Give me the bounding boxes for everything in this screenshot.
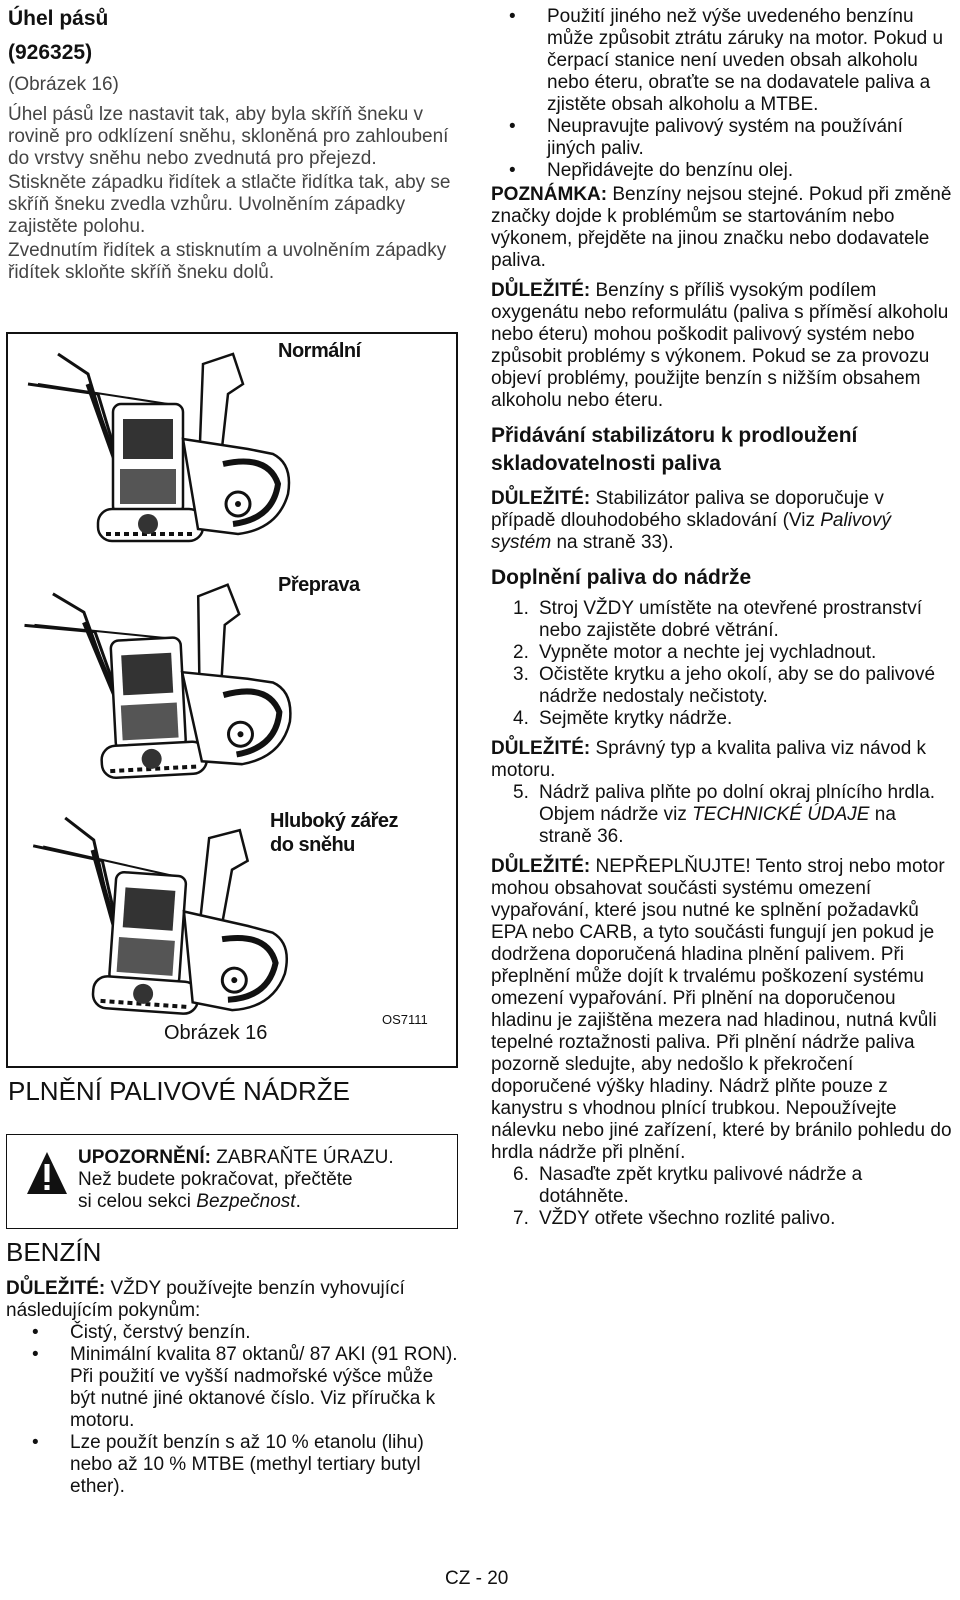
warning-line3: si celou sekci xyxy=(78,1191,197,1212)
figure-code: OS7111 xyxy=(382,1012,428,1027)
heading-fuel-tank: PLNĚNÍ PALIVOVÉ NÁDRŽE xyxy=(8,1076,350,1106)
list-item: • Použití jiného než výše uvedeného benzínu může způsobit ztrátu záruky na motor. Pokud u čerpací stanice není uveden obsah alkoholu nebo éteru, obraťte se na dodavatele paliva a zjistěte obsah alkoholu a MTBE. xyxy=(509,6,944,115)
important-label: DŮLEŽITÉ: xyxy=(491,488,591,509)
important-label: DŮLEŽITÉ: xyxy=(491,280,591,301)
page-number: CZ - 20 xyxy=(445,1568,509,1589)
list-item: • Nepřidávejte do benzínu olej. xyxy=(509,160,794,181)
important-label: DŮLEŽITÉ: xyxy=(6,1278,106,1299)
figure-16 xyxy=(6,332,458,1068)
snowblower-deep-illustration xyxy=(22,816,295,1021)
important-overfill: DŮLEŽITÉ: NEPŘEPLŇUJTE! Tento stroj nebo motor mohou obsahovat součásti systému omezení vypařování, které jsou nutné ke splnění požadavků EPA nebo CARB, a tyto součásti fungují jen pokud je dodržena doporučená hladina plnění palivem. Při přeplnění může dojít k trvalému poškození systému omezení vypařování. Při plnění na doporučenou hladinu je zajištěna mezera nad hladinou, nutná kvůli tepelné roztažnosti paliva. Při plnění nádrže paliva pozorně sledujte, aby nedošlo k překročení doporučené výšky hladiny. Nádrž plňte pouze z kanystru s vhodnou plnící trubkou. Nepoužívejte nálevku nebo jiné zařízení, které by bránilo pohledu do hrdla nádrže při plnění. xyxy=(491,856,952,1163)
section-title: Úhel pásů xyxy=(8,7,109,30)
fill-step-5 xyxy=(491,782,953,848)
fuel-warning-bullets xyxy=(479,6,953,182)
important-text: VŽDY používejte benzín vyhovující následujícím pokynům: xyxy=(6,1278,405,1321)
list-item: 7. VŽDY otřete všechno rozlité palivo. xyxy=(513,1208,836,1229)
warning-box xyxy=(6,1134,458,1229)
spec-ref: TECHNICKÉ ÚDAJE xyxy=(692,804,870,825)
warning-label: UPOZORNĚNÍ: xyxy=(78,1147,211,1168)
fill-steps-1 xyxy=(491,598,953,730)
list-item: • Lze použít benzín s až 10 % etanolu (lihu) nebo až 10 % MTBE (methyl tertiary butyl ether). xyxy=(32,1432,424,1497)
list-item: 6. Nasaďte zpět krytku palivové nádrže a dotáhněte. xyxy=(513,1164,863,1207)
label-deep-2: do sněhu xyxy=(270,834,355,856)
warning-line3-end: . xyxy=(295,1191,301,1212)
snowblower-transport-illustration xyxy=(23,582,293,782)
label-transport: Přeprava xyxy=(278,574,360,596)
figure-caption: Obrázek 16 xyxy=(164,1022,268,1044)
list-item: 1. Stroj VŽDY umístěte na otevřené prostranství nebo zajistěte dobré větrání. xyxy=(513,598,922,641)
warning-triangle-icon xyxy=(25,1150,69,1196)
warning-safety-ref: Bezpečnost xyxy=(196,1191,296,1212)
important-stabilizer: DŮLEŽITÉ: Stabilizátor paliva se doporučuje v případě dlouhodobého skladování (Viz Palivový systém na straně 33). xyxy=(491,488,891,553)
important-fuel-type: DŮLEŽITÉ: Správný typ a kvalita paliva viz návod k motoru. xyxy=(491,738,927,781)
fill-steps-2 xyxy=(491,1164,953,1230)
note-paragraph: POZNÁMKA: Benzíny nejsou stejné. Pokud při změně značky dojde k problémům se startováním nebo výkonem, přejděte na jinou značku nebo dodavatele paliva. xyxy=(491,184,952,271)
important-label: DŮLEŽITÉ: xyxy=(491,856,591,877)
list-item: 3. Očistěte krytku a jeho okolí, aby se do palivové nádrže nedostaly nečistoty. xyxy=(513,664,936,707)
warning-line1: ZABRAŇTE ÚRAZU. xyxy=(211,1147,394,1168)
paragraph-lower-housing: Zvednutím řidítek a stisknutím a uvolněním západky řidítek skloňte skříň šneku dolů. xyxy=(8,240,447,283)
label-normal: Normální xyxy=(278,340,361,362)
warning-line2: Než budete pokračovat, přečtěte xyxy=(78,1169,353,1190)
heading-stabilizer: Přidávání stabilizátoru k prodloužení skladovatelnosti paliva xyxy=(491,424,858,475)
important-label: DŮLEŽITÉ: xyxy=(491,738,591,759)
snowblower-illustrations xyxy=(8,334,456,1066)
paragraph-raise-housing: Stiskněte západku řidítek a stlačte řidítka tak, aby se skříň šneku zvedla vzhůru. Uvolněním západky zajistěte polohu. xyxy=(8,172,451,237)
left-column xyxy=(8,0,460,284)
heading-fill-tank: Doplnění paliva do nádrže xyxy=(491,566,752,589)
list-item: • Čistý, čerstvý benzín. xyxy=(32,1322,251,1343)
list-item: • Neupravujte palivový systém na používání jiných paliv. xyxy=(509,116,903,159)
warning-text xyxy=(78,1147,394,1213)
paragraph-track-angle: Úhel pásů lze nastavit tak, aby byla skříň šneku v rovině pro odklízení sněhu, skloněná pro zahloubení do vrstvy sněhu nebo zvednutá pro přejezd. xyxy=(8,104,449,169)
label-deep-1: Hluboký zářez xyxy=(270,810,398,832)
gasoline-bullet-list xyxy=(2,1322,458,1498)
right-column xyxy=(491,6,953,1230)
snowblower-normal-illustration xyxy=(28,354,289,541)
gasoline-section xyxy=(6,1278,458,1498)
list-item: • Minimální kvalita 87 oktanů/ 87 AKI (91 RON). Při použití ve vyšší nadmořské výšce může být nutné jiné oktanové číslo. Viz příručka k motoru. xyxy=(32,1344,458,1431)
list-item: 5. Nádrž paliva plňte po dolní okraj plnícího hrdla. Objem nádrže viz TECHNICKÉ ÚDAJE na straně 36. xyxy=(513,782,936,847)
list-item: 2. Vypněte motor a nechte jej vychladnout. xyxy=(513,642,877,663)
figure-reference: (Obrázek 16) xyxy=(8,74,119,95)
important-oxygenate: DŮLEŽITÉ: Benzíny s příliš vysokým podílem oxygenátu nebo reformulátu (paliva s příměsí alkoholu nebo éteru) mohou poškodit palivový systém nebo způsobit problémy s výkonem. Pokud se za provozu objeví problémy, použijte benzín s nižším obsahem alkoholu nebo éteru. xyxy=(491,280,949,411)
section-part-number: (926325) xyxy=(8,41,93,64)
note-label: POZNÁMKA: xyxy=(491,184,608,205)
heading-gasoline: BENZÍN xyxy=(6,1237,102,1267)
fuel-system-ref: Palivový systém xyxy=(491,510,891,553)
list-item: 4. Sejměte krytky nádrže. xyxy=(513,708,733,729)
